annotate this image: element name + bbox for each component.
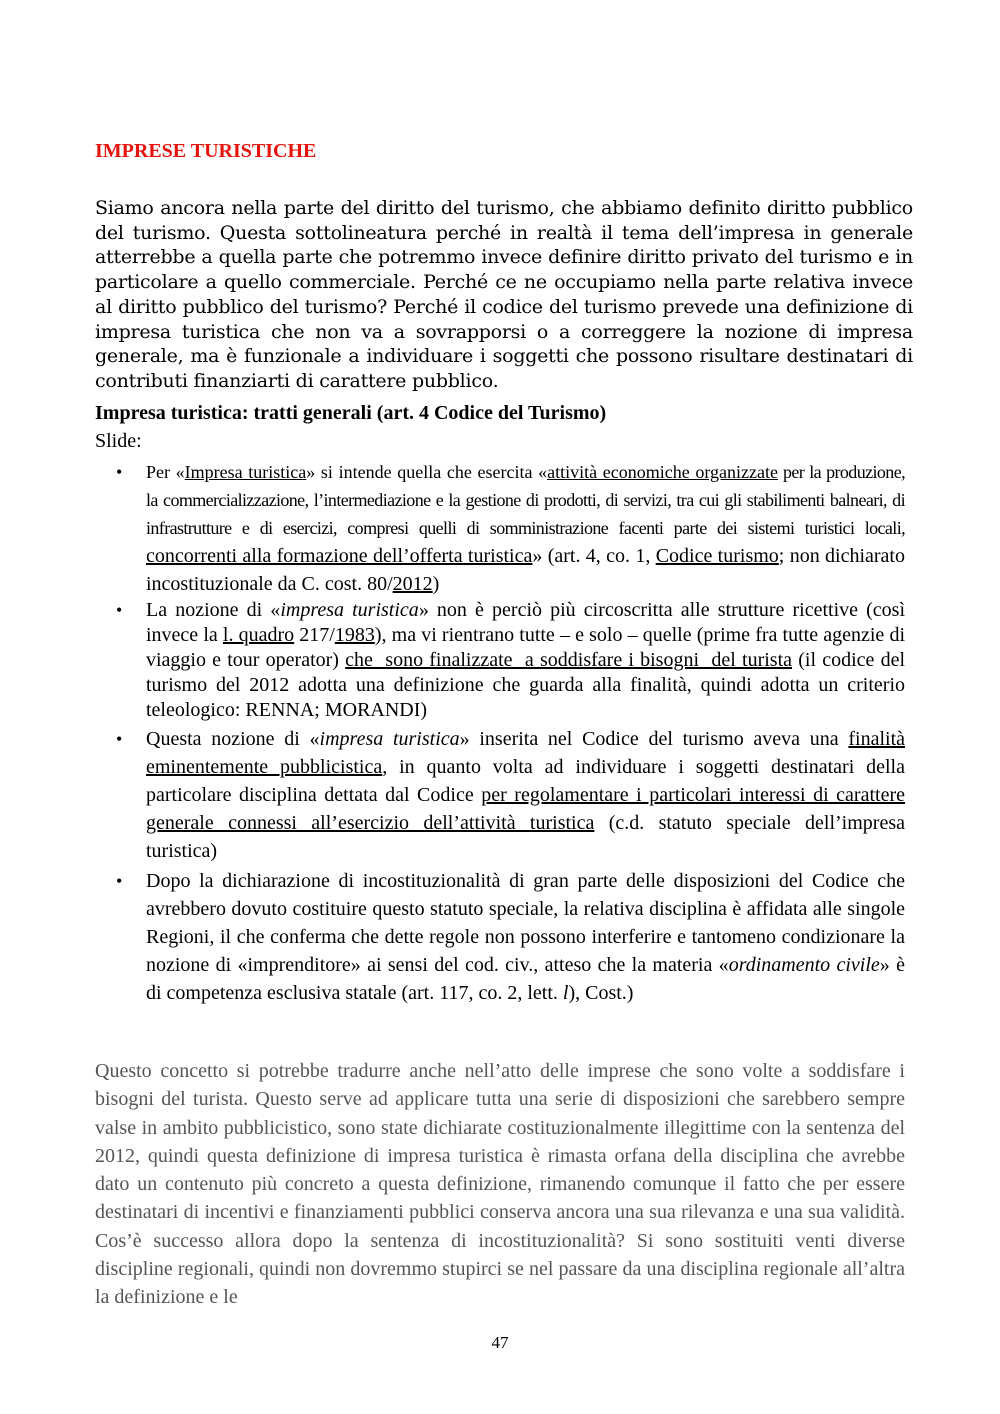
bullet-4-italic-1: ordinamento civile	[728, 954, 880, 976]
bullet-1-underline-2: attività economiche organizzate	[547, 462, 778, 482]
bullet-2-underline-3: che sono finalizzate a soddisfare i bisogni del turista	[345, 649, 793, 671]
slide-label: Slide:	[95, 430, 142, 452]
bullet-1-underline-5: 2012	[392, 573, 433, 595]
bullet-4-text-2: » è di competenza esclusiva statale (art. 117, co. 2, lett.	[146, 954, 905, 1004]
bullet-item-4	[116, 867, 905, 1007]
bullet-icon: •	[116, 462, 123, 482]
section-heading: Impresa turistica: tratti generali (art. 4 Codice del Turismo)	[95, 402, 607, 424]
bullet-1-text-4: » (art. 4, co. 1,	[532, 545, 656, 567]
bullet-1-text-1: Per «	[146, 462, 185, 482]
bullet-4-italic-2: l	[562, 982, 569, 1004]
bullet-1-text-5: ; non dichiarato incostituzionale da C. cost. 80/	[146, 545, 905, 595]
bullet-item-1	[116, 458, 905, 598]
bullet-item-2	[116, 598, 906, 723]
bullet-1-text-6: )	[432, 573, 440, 595]
bullet-3-italic-1: impresa turistica	[319, 728, 460, 750]
bullet-2-text-1: La nozione di «	[146, 599, 281, 621]
bullet-4-text-1: Dopo la dichiarazione di incostituzionalità di gran parte delle disposizioni del Codice che avrebbero dovuto costituire questo statuto speciale, la relativa disciplina è affidata alle singole Regioni, il che conferma che dette regole non possono interferire e tantomeno condizionare la nozione di «imprenditore» ai sensi del cod. civ., atteso che la materia «	[146, 870, 905, 976]
intro-paragraph	[95, 196, 913, 394]
bullet-1-underline-4: Codice turismo	[655, 545, 779, 567]
bullet-1-underline-1: Impresa turistica	[184, 462, 307, 482]
bullet-3-text-2: » inserita nel Codice del turismo aveva una	[459, 728, 849, 750]
bullet-1-underline-3: concorrenti alla formazione dell’offerta turistica	[146, 545, 533, 567]
bullet-2-text-4: ), ma vi rientrano tutte – e solo – quelle (prime fra tutte agenzie di viaggio e tour operator)	[146, 624, 905, 671]
slide-bullet-list	[116, 458, 906, 1007]
closing-paragraph: Questo concetto si potrebbe tradurre anche nell’atto delle imprese che sono volte a soddisfare i bisogni del turista. Questo serve ad applicare tutta una serie di disposizioni che sarebbero sempre valse in ambito pubblicistico, sono state dichiarate costituzionalmente illegittime con la sentenza del 2012, quindi questa definizione di impresa turistica è rimasta orfana della disciplina che avrebbe dato un contenuto più concreto a questa definizione, rimanendo comunque il fatto che per essere destinatari di incentivi e finanziamenti pubblici conserva ancora una sua rilevanza e una sua validità. Cos’è successo allora dopo la sentenza di incostituzionalità? Si sono sostituiti venti diverse discipline regionali, quindi non dovremmo stupirci se nel passare da una disciplina regionale all’altra la definizione e le	[95, 1060, 905, 1309]
bullet-icon: •	[116, 600, 123, 620]
bullet-icon: •	[116, 871, 123, 891]
bullet-3-underline-1: finalità eminentemente pubblicistica	[146, 728, 905, 778]
bullet-2-text-2: » non è perciò più circoscritta alle strutture ricettive (così invece la	[146, 599, 906, 646]
bullet-2-text-5: (il codice del turismo del 2012 adotta una definizione che guarda alla finalità, quindi adotta un criterio teleologico: RENNA; MORANDI)	[146, 649, 906, 721]
bullet-2-text-3: 217/	[294, 624, 335, 646]
bullet-3-text-3: , in quanto volta ad individuare i soggetti destinatari della particolare disciplina dettata dal Codice	[146, 756, 905, 806]
bullet-1-text-2: » si intende quella che esercita «	[306, 462, 548, 482]
bullet-2-italic-1: impresa turistica	[280, 599, 419, 621]
intro-text: Siamo ancora nella parte del diritto del turismo, che abbiamo definito diritto pubblico del turismo. Questa sottolineatura perché in realtà il tema dell’impresa in generale atterrebbe a quella parte che potremmo invece definire diritto privato del turismo e in particolare a quello commerciale. Perché ce ne occupiamo nella parte relativa invece al diritto pubblico del turismo? Perché il codice del turismo prevede una definizione di impresa turistica che non va a sovrapporsi o a correggere la nozione di impresa generale, ma è funzionale a individuare i soggetti che possono risultare destinatari di contributi finanziarti di carattere pubblico.	[95, 197, 913, 392]
bullet-4-text-3: ), Cost.)	[568, 982, 634, 1004]
bullet-3-text-4: (c.d. statuto speciale dell’impresa turistica)	[146, 812, 905, 862]
bullet-2-underline-2: 1983	[334, 624, 375, 646]
bullet-item-3	[116, 725, 905, 865]
page-number: 47	[491, 1333, 509, 1352]
page-title: IMPRESE TURISTICHE	[95, 140, 317, 162]
bullet-3-underline-2: per regolamentare i particolari interessi di carattere generale connessi all’esercizio dell’attività turistica	[146, 784, 905, 834]
bullet-icon: •	[116, 729, 123, 749]
bullet-2-underline-1: l. quadro	[222, 624, 295, 646]
bullet-3-text-1: Questa nozione di «	[146, 728, 320, 750]
bullet-1-text-3: per la produzione, la commercializzazione, l’intermediazione e la gestione di prodotti, di servizi, tra cui gli stabilimenti balneari, di infrastrutture e di esercizi, compresi quelli di somministrazione facenti parte dei sistemi turistici locali,	[146, 462, 905, 538]
